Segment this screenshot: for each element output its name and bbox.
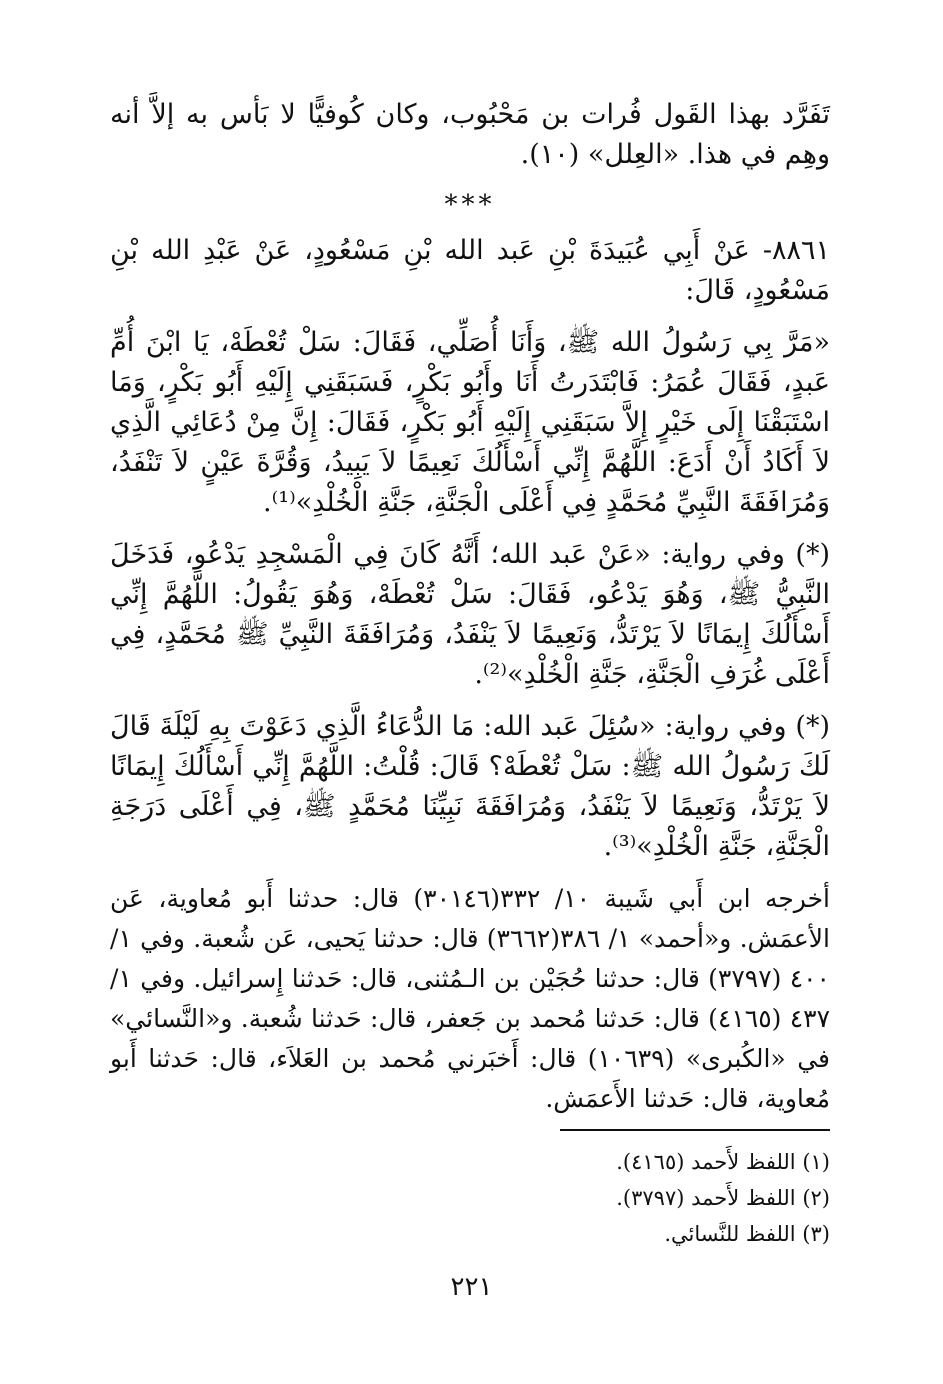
footnotes — [110, 1144, 830, 1252]
hadith-heading: ٨٨٦١- عَنْ أَبِي عُبَيدَةَ بْنِ عَبد الله بْنِ مَسْعُودٍ، عَنْ عَبْدِ الله بْنِ مَسْعُودٍ، قَالَ: — [110, 235, 830, 306]
hadith-text: «مَرَّ بِي رَسُولُ الله ﷺ، وَأَنَا أُصَلِّي، فَقَالَ: سَلْ تُعْطَهْ، يَا ابْنَ أُمِّ عَبدٍ، فَقَالَ عُمَرُ: فَابْتَدَرتُ أَنَا وأَبُو بَكْرٍ، فَسَبَقَنِي إِلَيْهِ أَبُو بَكْرٍ، وَمَا اسْتَبَقْنَا إِلَى خَيْرٍ إِلاَّ سَبَقَنِي إِلَيْهِ أَبُو بَكْرٍ، فَقَالَ: إِنَّ مِنْ دُعَائِي الَّذِي لاَ أَكَادُ أَنْ أَدَعَ: اللَّهُمَّ إِنِّي أَسْأَلُكَ نَعِيمًا لاَ يَبِيدُ، وَقُرَّةَ عَيْنٍ لاَ تَنْفَدُ، وَمُرَافَقَةَ النَّبِيِّ مُحَمَّدٍ فِي أَعْلَى الْجَنَّةِ، جَنَّةِ الْخُلْدِ»⁽¹⁾. — [110, 327, 830, 518]
footnote: (٢) اللفظ لأَحمد (٣٧٩٧). — [616, 1186, 830, 1210]
intro-paragraph: تَفَرَّد بهذا القَول فُرات بن مَحْبُوب، وكان كُوفيًّا لا بَأس به إلاَّ أنه وهِم في هذا. «العِلل» (١٠). — [110, 99, 830, 170]
main-text — [110, 95, 830, 1131]
page-number: ٢٢١ — [450, 1272, 493, 1302]
section-separator: *** — [444, 190, 496, 220]
footnote-divider — [560, 1129, 830, 1131]
narration-variant-2: (*) وفي رواية: «سُئِلَ عَبد الله: مَا الدُّعَاءُ الَّذِي دَعَوْتَ بِهِ لَيْلَةَ قَالَ لَكَ رَسُولُ الله ﷺ: سَلْ تُعْطَهْ؟ قَالَ: قُلْتُ: اللَّهُمَّ إِنِّي أَسْأَلُكَ إِيمَانًا لاَ يَرْتَدُّ، وَنَعِيمًا لاَ يَنْفَدُ، وَمُرَافَقَةَ نَبِيِّنَا مُحَمَّدٍ ﷺ، فِي أَعْلَى دَرَجَةِ الْجَنَّةِ، جَنَّةِ الْخُلْدِ»⁽³⁾. — [110, 711, 830, 862]
footnote: (٣) اللفظ للنَّسائي. — [664, 1222, 830, 1246]
footnote: (١) اللفظ لأَحمد (٤١٦٥). — [616, 1150, 830, 1174]
narration-variant-1: (*) وفي رواية: «عَنْ عَبد الله؛ أَنَّهُ كَانَ فِي الْمَسْجِدِ يَدْعُو، فَدَخَلَ النَّبِيُّ ﷺ، وَهُوَ يَدْعُو، فَقَالَ: سَلْ تُعْطَهْ، وَهُوَ يَقُولُ: اللَّهُمَّ إِنِّي أَسْأَلُكَ إِيمَانًا لاَ يَرْتَدُّ، وَنَعِيمًا لاَ يَنْفَدُ، وَمُرَافَقَةَ النَّبِيِّ ﷺ مُحَمَّدٍ، فِي أَعْلَى غُرَفِ الْجَنَّةِ، جَنَّةِ الْخُلْدِ»⁽²⁾. — [110, 539, 830, 690]
takhrij-paragraph: أخرجه ابن أَبي شَيبة ١٠/ ٣٣٢(٣٠١٤٦) قال: حدثنا أَبو مُعاوية، عَن الأعمَش. و«أحمد» ١/ ٣٨٦(٣٦٦٢) قال: حدثنا يَحيى، عَن شُعبة. وفي ١/ ٤٠٠ (٣٧٩٧) قال: حدثنا حُجَيْن بن الـمُثنى، قال: حَدثنا إِسرائيل. وفي ١/ ٤٣٧ (٤١٦٥) قال: حَدثنا مُحمد بن جَعفر، قال: حَدثنا شُعبة. و«النَّسائي» في «الكُبرى» (١٠٦٣٩) قال: أَخبَرني مُحمد بن العَلاَء، قال: حَدثنا أَبو مُعاوية، قال: حَدثنا الأَعمَش. — [110, 884, 831, 1113]
